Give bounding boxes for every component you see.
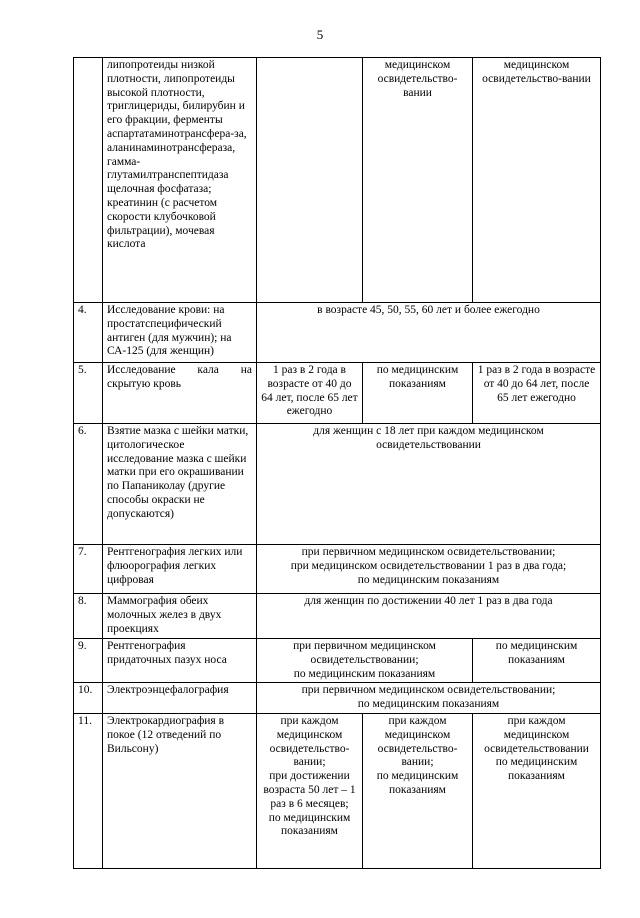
row-number: 6. (74, 424, 103, 545)
col-3-cell: по медицинским показаниям (473, 639, 601, 683)
exam-name: Исследование крови: на простатспецифический антиген (для мужчин); на СА-125 (для женщин) (103, 303, 257, 363)
col-2-cell: по медицинским показаниям (363, 363, 473, 424)
examinations-table (73, 57, 601, 869)
schedule-line: по медицинским показаниям (376, 770, 459, 796)
schedule-line: по медицинским показаниям (268, 811, 351, 838)
schedule-line: по медицинским показаниям (293, 667, 436, 680)
col-1-cell (257, 58, 363, 303)
table-row (74, 363, 601, 424)
schedule-line: по медицинским показаниям (495, 756, 578, 783)
exam-name: Рентгенография легких или флюорография легких цифровая (103, 545, 257, 594)
table-row (74, 545, 601, 594)
row-number: 7. (74, 545, 103, 594)
schedule-span-cell: в возрасте 45, 50, 55, 60 лет и более ежегодно (257, 303, 601, 363)
col-1-cell: 1 раз в 2 года в возрасте от 40 до 64 лет, после 65 лет ежегодно (257, 363, 363, 424)
row-number: 10. (74, 683, 103, 714)
exam-name: липопротеиды низкой плотности, липопротеиды высокой плотности, триглицериды, билирубин и его фракции, ферменты аспартатаминотрансфера-за, аланинаминотрансфераза, гамма-глутамилтранспептидаза щелочная фосфатаза; креатинин (с расчетом скорости клубочковой фильтрации), мочевая кислота (103, 58, 257, 303)
row-number: 5. (74, 363, 103, 424)
schedule-span-cell (257, 683, 601, 714)
row-number: 11. (74, 713, 103, 868)
table-row (74, 303, 601, 363)
page-number: 5 (316, 27, 324, 42)
schedule-line: при медицинском освидетельствовании 1 раз в два года; (290, 559, 567, 572)
exam-name: Взятие мазка с шейки матки, цитологическое исследование мазка с шейки матки при его окрашивании по Папаниколау (другие способы окраски не допускаются) (103, 424, 257, 545)
col-3-cell: медицинском освидетельство-вании (473, 58, 601, 303)
table-row (74, 639, 601, 683)
row-number (74, 58, 103, 303)
exam-name: Электроэнцефалография (103, 683, 257, 714)
row-number: 8. (74, 594, 103, 639)
exam-name: Маммография обеих молочных желез в двух проекциях (103, 594, 257, 639)
schedule-line: при первичном медицинском освидетельствовании; (293, 640, 436, 666)
exam-name: Электрокардиография в покое (12 отведений по Вильсону) (103, 713, 257, 868)
col-1-cell (257, 713, 363, 868)
schedule-line: при первичном медицинском освидетельствовании; (301, 684, 556, 697)
col-2-cell: медицинском освидетельство-вании (363, 58, 473, 303)
schedule-line: при достижении возраста 50 лет – 1 раз в 6 месяцев; (263, 770, 356, 810)
table-row (74, 713, 601, 868)
row-number: 4. (74, 303, 103, 363)
col-3-cell: 1 раз в 2 года в возрасте от 40 до 64 лет, после 65 лет ежегодно (473, 363, 601, 424)
exam-name: Исследование кала на скрытую кровь (103, 363, 257, 424)
col-2-cell (363, 713, 473, 868)
schedule-line: при каждом медицинском освидетельствовании (484, 714, 589, 755)
schedule-line: при каждом медицинском освидетельство-вании; (269, 714, 350, 769)
row-number: 9. (74, 639, 103, 683)
exam-name: Рентгенография придаточных пазух носа (103, 639, 257, 683)
table-row (74, 594, 601, 639)
schedule-span-cell (257, 639, 473, 683)
col-3-cell (473, 713, 601, 868)
schedule-span-cell: для женщин по достижении 40 лет 1 раз в два года (257, 594, 601, 639)
table-row (74, 683, 601, 714)
schedule-line: по медицинским показаниям (357, 573, 500, 586)
schedule-line: по медицинским показаниям (357, 698, 500, 711)
schedule-span-cell: для женщин с 18 лет при каждом медицинском освидетельствовании (257, 424, 601, 545)
schedule-span-cell (257, 545, 601, 594)
table-row (74, 58, 601, 303)
schedule-line: при первичном медицинском освидетельствовании; (301, 546, 556, 558)
schedule-line: при каждом медицинском освидетельство-вании; (377, 714, 458, 769)
table-row (74, 424, 601, 545)
